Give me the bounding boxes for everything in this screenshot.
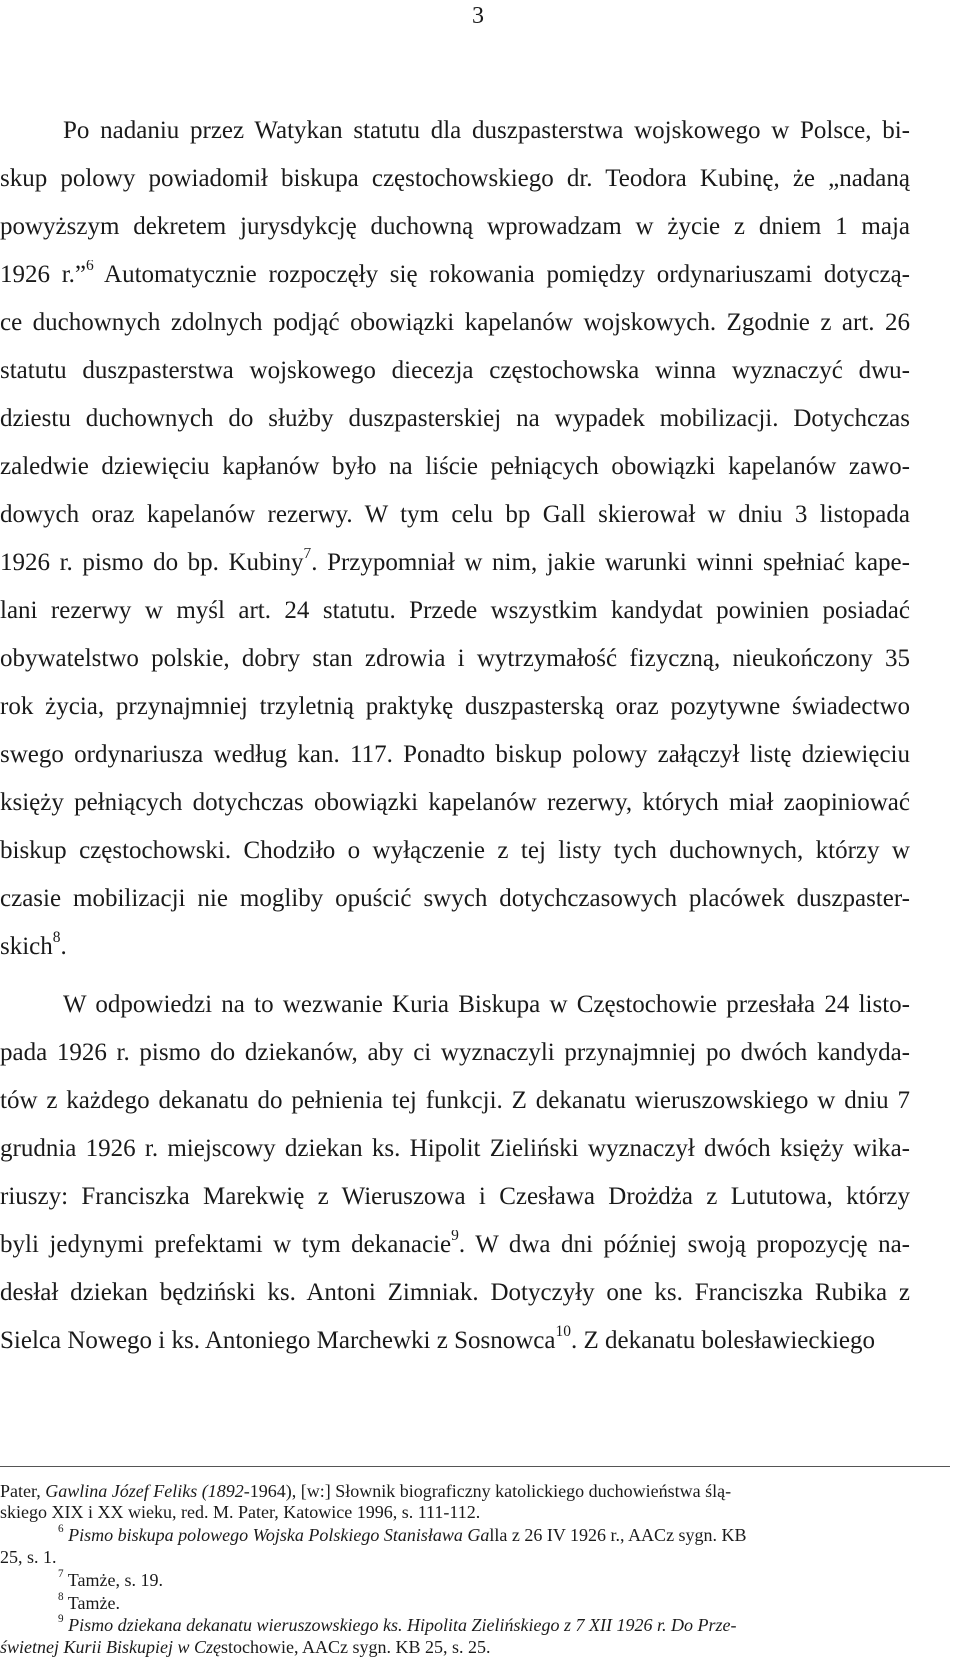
footnote-8-number: 8 bbox=[58, 1591, 64, 1604]
body-line: skich$^8$. bbox=[0, 929, 67, 960]
footnote-ref: 9 bbox=[451, 1230, 459, 1245]
body-line: czasie mobilizacji nie mogliby opuścić swych dotychczasowych placówek duszpaster- bbox=[0, 885, 910, 912]
body-line: obywatelstwo polskie, dobry stan zdrowia i wytrzymałość fizyczną, nieukończony 35 bbox=[0, 645, 910, 672]
body-line: księży pełniących dotychczas obowiązki kapelanów rezerwy, których miał zaopiniować bbox=[0, 789, 910, 816]
footnote-separator bbox=[0, 1466, 950, 1467]
body-line: Sielca Nowego i ks. Antoniego Marchewki z Sosnowca$^{10}$. Z dekanatu bolesławieckiego bbox=[0, 1323, 876, 1354]
body-line: dowych oraz kapelanów rezerwy. W tym celu bp Gall skierował w dniu 3 listopada bbox=[0, 501, 910, 528]
footnote-8: $^8$ Tamże. bbox=[58, 1591, 120, 1613]
footnote-5-line-1: Pater, Gawlina Józef Feliks (1892-1964), [w:] Słownik biograficzny katolickiego duchowieństwa ślą- bbox=[0, 1481, 732, 1501]
footnote-6-number: 6 bbox=[58, 1523, 64, 1536]
footnote-9-line-1: $^9$ Pismo dziekana dekanatu wieruszowskiego ks. Hipolita Zielińskiego z 7 XII 1926 r. Do Prze- bbox=[58, 1613, 737, 1635]
footnote-7: $^7$ Tamże, s. 19. bbox=[58, 1568, 163, 1590]
body-line: tów z każdego dekanatu do pełnienia tej funkcji. Z dekanatu wieruszowskiego w dniu 7 bbox=[0, 1087, 910, 1114]
body-line: desłał dziekan będziński ks. Antoni Zimniak. Dotyczyły one ks. Franciszka Rubika z bbox=[0, 1279, 910, 1306]
footnote-9-number: 9 bbox=[58, 1613, 64, 1626]
footnote-7-number: 7 bbox=[58, 1568, 64, 1581]
body-line: grudnia 1926 r. miejscowy dziekan ks. Hipolit Zieliński wyznaczył dwóch księży wika- bbox=[0, 1135, 910, 1162]
footnote-ref: 8 bbox=[52, 929, 61, 947]
body-line: skup polowy powiadomił biskupa częstochowskiego dr. Teodora Kubinę, że „nadaną bbox=[0, 165, 910, 192]
footnote-ref: 10 bbox=[555, 1323, 571, 1341]
footnote-ref: 6 bbox=[85, 260, 94, 275]
body-line: pada 1926 r. pismo do dziekanów, aby ci wyznaczyli przynajmniej po dwóch kandyda- bbox=[0, 1039, 910, 1066]
body-line: byli jedynymi prefektami w tym dekanacie$^9$. W dwa dni później swoją propozycję na- bbox=[0, 1230, 910, 1260]
body-line: powyższym dekretem jurysdykcję duchowną wprowadzam w życie z dniem 1 maja bbox=[0, 213, 910, 240]
body-line: rok życia, przynajmniej trzyletnią praktykę duszpasterską oraz pozytywne świadectwo bbox=[0, 693, 910, 720]
body-line: lani rezerwy w myśl art. 24 statutu. Przede wszystkim kandydat powinien posiadać bbox=[0, 597, 910, 624]
body-line: 1926 r. pismo do bp. Kubiny$^7$. Przypomniał w nim, jakie warunki winni spełniać kape- bbox=[0, 548, 910, 578]
body-line: W odpowiedzi na to wezwanie Kuria Biskupa w Częstochowie przesłała 24 listo- bbox=[63, 991, 910, 1018]
body-line: 1926 r.”$^6$ Automatycznie rozpoczęły się rokowania pomiędzy ordynariuszami dotyczą- bbox=[0, 260, 910, 290]
body-line: zaledwie dziewięciu kapłanów było na liście pełniących obowiązki kapelanów zawo- bbox=[0, 453, 910, 480]
page-number: 3 bbox=[472, 3, 484, 29]
body-line: riuszy: Franciszka Marekwię z Wieruszowa i Czesława Drożdża z Lututowa, którzy bbox=[0, 1183, 910, 1210]
body-line: Po nadaniu przez Watykan statutu dla duszpasterstwa wojskowego w Polsce, bi- bbox=[63, 117, 910, 144]
body-line: statutu duszpasterstwa wojskowego diecezja częstochowska winna wyznaczyć dwu- bbox=[0, 357, 910, 384]
footnote-ref: 7 bbox=[303, 548, 312, 563]
footnote-6-line-2: 25, s. 1. bbox=[0, 1547, 57, 1567]
body-line: swego ordynariusza według kan. 117. Ponadto biskup polowy załączył listę dziewięciu bbox=[0, 741, 910, 768]
body-line: dziestu duchownych do służby duszpasterskiej na wypadek mobilizacji. Dotychczas bbox=[0, 405, 910, 432]
footnote-9-line-2: świetnej Kurii Biskupiej w Częstochowie, AACz sygn. KB 25, s. 25. bbox=[0, 1637, 491, 1657]
body-line: biskup częstochowski. Chodziło o wyłączenie z tej listy tych duchownych, którzy w bbox=[0, 837, 910, 864]
footnote-6-line-1: $^6$ Pismo biskupa polowego Wojska Polskiego Stanisława Galla z 26 IV 1926 r., AACz sygn. KB bbox=[58, 1523, 747, 1545]
body-line: ce duchownych zdolnych podjąć obowiązki kapelanów wojskowych. Zgodnie z art. 26 bbox=[0, 309, 910, 336]
footnote-5-line-2: skiego XIX i XX wieku, red. M. Pater, Katowice 1996, s. 111-112. bbox=[0, 1502, 481, 1522]
